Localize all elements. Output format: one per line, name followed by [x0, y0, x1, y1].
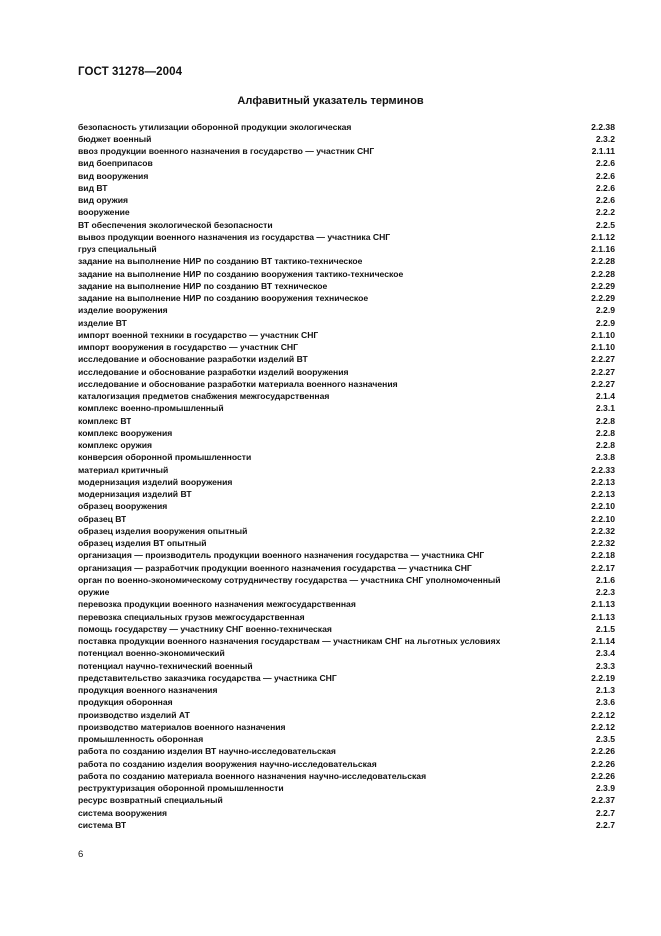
term-row [78, 243, 615, 255]
term-row [78, 415, 615, 427]
term-row [78, 660, 615, 672]
term-row [78, 280, 615, 292]
term-ref-number: 2.2.27 [591, 378, 615, 389]
term-row [78, 647, 615, 659]
term-row [78, 770, 615, 782]
term-name: задание на выполнение НИР по созданию ВТ тактико-техническое [78, 256, 363, 267]
term-row [78, 255, 615, 267]
term-name: изделие ВТ [78, 317, 127, 328]
term-ref-number: 2.2.6 [595, 195, 615, 205]
term-name: вид ВТ [78, 182, 108, 193]
term-name: потенциал военно-экономический [78, 648, 225, 659]
term-ref-number: 2.2.29 [591, 293, 615, 303]
term-ref-number: 2.1.10 [591, 342, 615, 352]
term-ref-number: 2.2.8 [595, 415, 615, 426]
term-ref-number: 2.2.7 [595, 819, 615, 830]
term-index-list [78, 121, 615, 832]
term-ref-number: 2.2.19 [591, 672, 615, 683]
term-ref-number: 2.2.6 [595, 170, 615, 181]
term-row [78, 268, 615, 280]
term-name: орган по военно-экономическому сотрудничеству государства — участника СНГ уполномоченный [78, 574, 501, 585]
term-name: комплекс ВТ [78, 415, 132, 426]
term-name: производство изделий АТ [78, 709, 190, 720]
term-ref-number: 2.3.2 [595, 133, 615, 144]
term-row [78, 623, 615, 635]
term-ref-number: 2.1.10 [591, 329, 615, 340]
term-ref-number: 2.2.17 [591, 562, 615, 573]
term-row [78, 145, 615, 157]
term-row [78, 819, 615, 831]
term-ref-number: 2.2.26 [591, 758, 615, 769]
term-row [78, 807, 615, 819]
term-ref-number: 2.2.26 [591, 746, 615, 757]
term-row [78, 488, 615, 500]
term-ref-number: 2.3.6 [595, 697, 615, 708]
term-name: реструктуризация оборонной промышленности [78, 783, 284, 793]
term-name: вывоз продукции военного назначения из государства — участника СНГ [78, 231, 391, 242]
term-ref-number: 2.2.27 [591, 366, 615, 377]
term-ref-number: 2.2.7 [595, 807, 615, 818]
term-name: перевозка специальных грузов межгосударственная [78, 611, 305, 622]
term-ref-number: 2.3.1 [595, 403, 615, 414]
term-name: потенциал научно-технический военный [78, 660, 253, 671]
term-name: задание на выполнение НИР по созданию вооружения тактико-техническое [78, 268, 404, 279]
term-name: груз специальный [78, 244, 157, 254]
term-name: образец изделия вооружения опытный [78, 525, 248, 536]
term-ref-number: 2.2.18 [591, 550, 615, 561]
term-name: продукция военного назначения [78, 685, 218, 695]
term-name: комплекс оружия [78, 440, 153, 450]
term-row [78, 758, 615, 770]
term-ref-number: 2.1.5 [595, 623, 615, 634]
term-name: работа по созданию изделия ВТ научно-исследовательская [78, 746, 336, 757]
page-number: 6 [78, 849, 84, 860]
term-row [78, 574, 615, 586]
term-row [78, 121, 615, 133]
term-row [78, 537, 615, 549]
term-name: перевозка продукции военного назначения межгосударственная [78, 599, 356, 610]
term-ref-number: 2.2.38 [591, 121, 615, 132]
term-name: конверсия оборонной промышленности [78, 452, 252, 463]
term-row [78, 745, 615, 757]
term-name: продукция оборонная [78, 697, 173, 708]
term-ref-number: 2.3.8 [595, 452, 615, 463]
term-row [78, 206, 615, 218]
term-ref-number: 2.2.8 [595, 427, 615, 438]
term-ref-number: 2.2.6 [595, 182, 615, 193]
term-row [78, 353, 615, 365]
term-name: образец вооружения [78, 501, 168, 512]
term-row [78, 611, 615, 623]
term-row [78, 170, 615, 182]
term-row [78, 366, 615, 378]
term-name: работа по созданию изделия вооружения научно-исследовательская [78, 758, 377, 769]
term-row [78, 427, 615, 439]
term-row [78, 157, 615, 169]
term-ref-number: 2.2.13 [591, 476, 615, 487]
term-ref-number: 2.2.6 [595, 158, 615, 169]
term-row [78, 562, 615, 574]
term-row [78, 329, 615, 341]
document-header: ГОСТ 31278—2004 [78, 66, 183, 78]
term-name: работа по созданию материала военного назначения научно-исследовательская [78, 770, 427, 781]
term-ref-number: 2.2.28 [591, 268, 615, 279]
term-name: задание на выполнение НИР по созданию ВТ техническое [78, 280, 328, 291]
term-name: организация — производитель продукции военного назначения государства — участника СНГ [78, 550, 485, 561]
term-ref-number: 2.2.10 [591, 501, 615, 512]
term-row [78, 684, 615, 696]
index-title: Алфавитный указатель терминов [237, 95, 424, 107]
term-ref-number: 2.2.2 [595, 207, 615, 218]
term-name: помощь государству — участнику СНГ военно-техническая [78, 623, 332, 634]
term-ref-number: 2.2.9 [595, 317, 615, 328]
term-name: исследование и обоснование разработки изделий вооружения [78, 366, 349, 377]
term-row [78, 292, 615, 304]
term-name: образец ВТ [78, 513, 127, 524]
term-row [78, 133, 615, 145]
term-row [78, 194, 615, 206]
term-ref-number: 2.1.14 [591, 636, 615, 646]
term-name: комплекс военно-промышленный [78, 403, 224, 414]
term-ref-number: 2.1.16 [591, 244, 615, 254]
term-ref-number: 2.2.27 [591, 354, 615, 365]
term-row [78, 513, 615, 525]
term-ref-number: 2.2.9 [595, 305, 615, 316]
term-row [78, 709, 615, 721]
term-row [78, 794, 615, 806]
term-name: система ВТ [78, 819, 127, 830]
term-row [78, 378, 615, 390]
term-name: промышленность оборонная [78, 734, 204, 744]
term-name: оружие [78, 587, 110, 597]
term-name: вид оружия [78, 195, 129, 205]
term-row [78, 782, 615, 794]
term-name: образец изделия ВТ опытный [78, 538, 207, 548]
term-name: импорт вооружения в государство — участник СНГ [78, 342, 298, 352]
term-name: ресурс возвратный специальный [78, 795, 223, 806]
term-ref-number: 2.2.26 [591, 770, 615, 781]
term-ref-number: 2.2.10 [591, 513, 615, 524]
term-name: представительство заказчика государства — участника СНГ [78, 672, 337, 683]
term-ref-number: 2.2.37 [591, 795, 615, 806]
term-row [78, 219, 615, 231]
term-name: бюджет военный [78, 133, 152, 144]
term-ref-number: 2.2.12 [591, 721, 615, 732]
term-ref-number: 2.2.33 [591, 464, 615, 475]
term-row [78, 476, 615, 488]
term-row [78, 402, 615, 414]
term-name: задание на выполнение НИР по созданию вооружения техническое [78, 293, 369, 303]
term-ref-number: 2.1.11 [591, 146, 615, 156]
term-ref-number: 2.1.4 [595, 391, 615, 401]
term-row [78, 464, 615, 476]
term-ref-number: 2.2.3 [595, 587, 615, 597]
term-row [78, 635, 615, 647]
term-ref-number: 2.2.28 [591, 256, 615, 267]
term-ref-number: 2.3.9 [595, 783, 615, 793]
term-ref-number: 2.2.8 [595, 440, 615, 450]
term-ref-number: 2.1.13 [591, 611, 615, 622]
term-row [78, 733, 615, 745]
term-row [78, 231, 615, 243]
term-name: модернизация изделий ВТ [78, 489, 192, 499]
term-row [78, 390, 615, 402]
term-row [78, 549, 615, 561]
term-ref-number: 2.2.13 [591, 489, 615, 499]
term-row [78, 341, 615, 353]
term-name: вооружение [78, 207, 130, 218]
term-row [78, 525, 615, 537]
term-ref-number: 2.1.12 [591, 231, 615, 242]
term-row [78, 451, 615, 463]
term-row [78, 586, 615, 598]
term-name: вид боеприпасов [78, 158, 153, 169]
term-row [78, 500, 615, 512]
term-name: изделие вооружения [78, 305, 168, 316]
term-name: модернизация изделий вооружения [78, 476, 233, 487]
term-ref-number: 2.3.3 [595, 660, 615, 671]
term-row [78, 317, 615, 329]
term-row [78, 721, 615, 733]
term-name: вид вооружения [78, 170, 149, 181]
term-row [78, 696, 615, 708]
term-row [78, 598, 615, 610]
term-name: каталогизация предметов снабжения межгосударственная [78, 391, 330, 401]
term-ref-number: 2.2.29 [591, 280, 615, 291]
term-name: ввоз продукции военного назначения в государство — участник СНГ [78, 146, 375, 156]
term-name: организация — разработчик продукции военного назначения государства — участника СНГ [78, 562, 472, 573]
term-name: ВТ обеспечения экологической безопасности [78, 219, 273, 230]
term-row [78, 182, 615, 194]
term-ref-number: 2.2.32 [591, 525, 615, 536]
term-name: исследование и обоснование разработки материала военного назначения [78, 378, 398, 389]
term-row [78, 304, 615, 316]
term-name: материал критичный [78, 464, 169, 475]
term-ref-number: 2.1.13 [591, 599, 615, 610]
term-row [78, 439, 615, 451]
term-name: система вооружения [78, 807, 168, 818]
term-row [78, 672, 615, 684]
term-name: безопасность утилизации оборонной продукции экологическая [78, 121, 352, 132]
term-name: поставка продукции военного назначения государствам — участникам СНГ на льготных условиях [78, 636, 501, 646]
term-ref-number: 2.2.12 [591, 709, 615, 720]
term-name: исследование и обоснование разработки изделий ВТ [78, 354, 308, 365]
term-name: импорт военной техники в государство — участник СНГ [78, 329, 319, 340]
term-name: комплекс вооружения [78, 427, 173, 438]
term-ref-number: 2.1.3 [595, 685, 615, 695]
term-ref-number: 2.2.32 [591, 538, 615, 548]
term-name: производство материалов военного назначения [78, 721, 286, 732]
term-ref-number: 2.2.5 [595, 219, 615, 230]
term-ref-number: 2.1.6 [595, 574, 615, 585]
term-ref-number: 2.3.5 [595, 734, 615, 744]
term-ref-number: 2.3.4 [595, 648, 615, 659]
